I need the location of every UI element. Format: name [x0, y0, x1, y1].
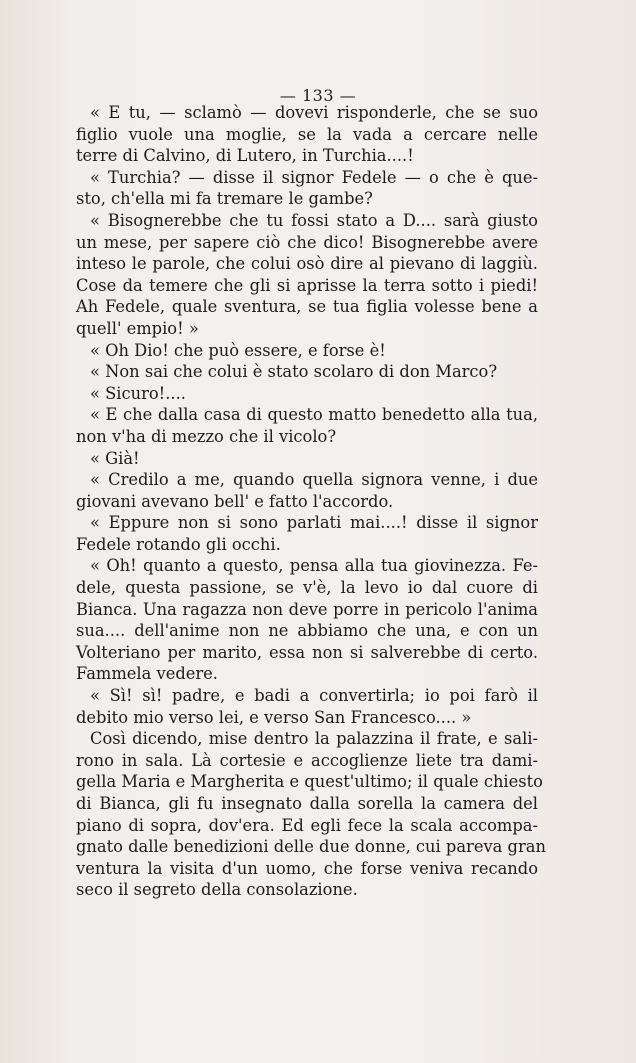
page-number: — 133 — — [279, 86, 357, 105]
text-line: « Turchia? — disse il signor Fedele — o che è que- — [90, 167, 538, 187]
text-line: rono in sala. Là cortesie e accoglienze liete tra dami- — [76, 750, 538, 770]
text-line: Bianca. Una ragazza non deve porre in pericolo l'anima — [76, 599, 538, 619]
text-line: « Sicuro!.... — [90, 383, 186, 403]
text-line: gella Maria e Margherita e quest'ultimo; il quale chiesto — [76, 772, 543, 792]
text-line: di Bianca, gli fu insegnato dalla sorella la camera del — [76, 794, 538, 813]
text-line: « Bisognerebbe che tu fossi stato a D.... sarà giusto — [90, 210, 538, 230]
text-line: Cose da temere che gli si aprisse la terra sotto i piedi! — [76, 275, 538, 295]
text-line: « Oh! quanto a questo, pensa alla tua giovinezza. Fe- — [90, 556, 538, 576]
text-line: « Oh Dio! che può essere, e forse è! — [90, 340, 386, 360]
text-line: giovani avevano bell' e fatto l'accordo. — [76, 491, 394, 511]
text-line: Fammela vedere. — [76, 664, 218, 684]
text-line: « Credilo a me, quando quella signora venne, i due — [90, 470, 538, 490]
text-line: quell' empio! » — [76, 318, 199, 338]
text-line: ventura la visita d'un uomo, che forse veniva recando — [76, 858, 538, 878]
text-line: un mese, per sapere ciò che dico! Bisognerebbe avere — [76, 232, 538, 252]
text-line: Volteriano per marito, essa non si salverebbe di certo. — [76, 642, 538, 662]
text-line: figlio vuole una moglie, se la vada a cercare nelle — [76, 124, 538, 144]
text-line: « Non sai che colui è stato scolaro di don Marco? — [90, 362, 498, 382]
text-line: Ah Fedele, quale sventura, se tua figlia volesse bene a — [76, 297, 538, 317]
text-line: « Già! — [90, 448, 140, 468]
text-line: seco il segreto della consolazione. — [76, 880, 358, 900]
text-line: dele, questa passione, se v'è, la levo io dal cuore di — [76, 578, 538, 598]
text-line: sto, ch'ella mi fa tremare le gambe? — [76, 189, 373, 209]
text-line: piano di sopra, dov'era. Ed egli fece la scala accompa- — [76, 815, 538, 835]
text-line: inteso le parole, che colui osò dire al pievano di laggiù. — [76, 254, 538, 274]
text-line: non v'ha di mezzo che il vicolo? — [76, 426, 337, 446]
text-line: Così dicendo, mise dentro la palazzina il frate, e sali- — [90, 729, 538, 749]
text-line: sua.... dell'anime non ne abbiamo che una, e con un — [76, 621, 538, 641]
text-line: « Sì! sì! padre, e badi a convertirla; io poi farò il — [90, 686, 538, 706]
text-line: gnato dalle benedizioni delle due donne, cui pareva gran — [76, 837, 546, 857]
text-line: « E tu, — sclamò — dovevi risponderle, che se suo — [90, 103, 538, 122]
text-line: « Eppure non si sono parlati mai....! disse il signor — [90, 513, 538, 533]
text-line: Fedele rotando gli occhi. — [76, 534, 281, 554]
text-line: debito mio verso lei, e verso San Francesco.... » — [76, 707, 472, 727]
body-text — [76, 102, 546, 901]
text-line: terre di Calvino, di Lutero, in Turchia....! — [76, 146, 414, 166]
text-line: « E che dalla casa di questo matto benedetto alla tua, — [90, 405, 538, 425]
